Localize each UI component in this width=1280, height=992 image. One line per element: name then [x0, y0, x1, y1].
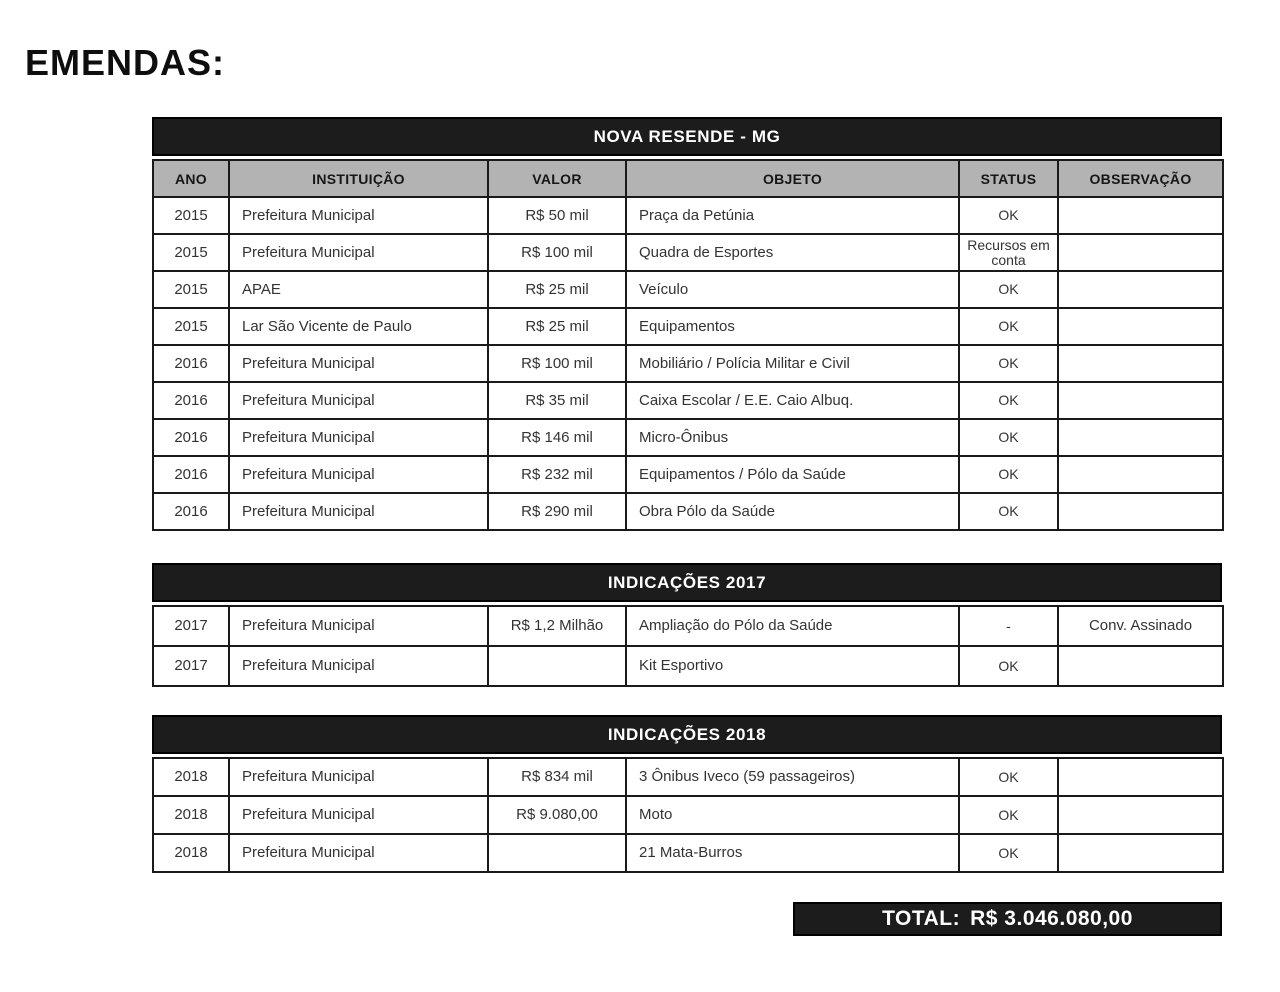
- column-header-observacao: OBSERVAÇÃO: [1058, 160, 1223, 197]
- cell-status: OK: [959, 271, 1058, 308]
- cell-ano: 2015: [153, 271, 229, 308]
- cell-valor: R$ 146 mil: [488, 419, 626, 456]
- cell-observacao: [1058, 308, 1223, 345]
- column-header-objeto: OBJETO: [626, 160, 959, 197]
- cell-status: OK: [959, 419, 1058, 456]
- table-row: [153, 271, 1223, 308]
- column-header-row: [153, 160, 1223, 197]
- cell-valor: R$ 9.080,00: [488, 796, 626, 834]
- data-table: [152, 757, 1224, 873]
- cell-status: OK: [959, 197, 1058, 234]
- cell-objeto: Obra Pólo da Saúde: [626, 493, 959, 530]
- cell-objeto: Caixa Escolar / E.E. Caio Albuq.: [626, 382, 959, 419]
- table-row: [153, 606, 1223, 646]
- cell-valor: R$ 100 mil: [488, 234, 626, 271]
- cell-observacao: [1058, 834, 1223, 872]
- cell-ano: 2015: [153, 308, 229, 345]
- cell-observacao: [1058, 493, 1223, 530]
- cell-objeto: Equipamentos / Pólo da Saúde: [626, 456, 959, 493]
- table-indicacoes-2017: [152, 563, 1222, 687]
- cell-ano: 2015: [153, 197, 229, 234]
- cell-objeto: Quadra de Esportes: [626, 234, 959, 271]
- cell-status: -: [959, 606, 1058, 646]
- cell-ano: 2018: [153, 758, 229, 796]
- cell-observacao: [1058, 382, 1223, 419]
- cell-instituicao: Lar São Vicente de Paulo: [229, 308, 488, 345]
- cell-valor: R$ 50 mil: [488, 197, 626, 234]
- table-row: [153, 419, 1223, 456]
- cell-instituicao: Prefeitura Municipal: [229, 606, 488, 646]
- cell-ano: 2016: [153, 419, 229, 456]
- cell-observacao: [1058, 758, 1223, 796]
- cell-ano: 2018: [153, 796, 229, 834]
- column-header-instituicao: INSTITUIÇÃO: [229, 160, 488, 197]
- cell-ano: 2018: [153, 834, 229, 872]
- cell-observacao: [1058, 456, 1223, 493]
- cell-observacao: [1058, 419, 1223, 456]
- table-row: [153, 758, 1223, 796]
- cell-objeto: Kit Esportivo: [626, 646, 959, 686]
- cell-status: OK: [959, 646, 1058, 686]
- cell-valor: [488, 646, 626, 686]
- column-header-valor: VALOR: [488, 160, 626, 197]
- cell-objeto: Praça da Petúnia: [626, 197, 959, 234]
- table-row: [153, 493, 1223, 530]
- column-header-ano: ANO: [153, 160, 229, 197]
- table-row: [153, 234, 1223, 271]
- cell-status: Recursos em conta: [959, 234, 1058, 271]
- cell-observacao: Conv. Assinado: [1058, 606, 1223, 646]
- table-row: [153, 308, 1223, 345]
- cell-status: OK: [959, 456, 1058, 493]
- cell-valor: [488, 834, 626, 872]
- cell-observacao: [1058, 646, 1223, 686]
- cell-ano: 2016: [153, 345, 229, 382]
- cell-status: OK: [959, 382, 1058, 419]
- cell-instituicao: Prefeitura Municipal: [229, 419, 488, 456]
- cell-observacao: [1058, 345, 1223, 382]
- cell-status: OK: [959, 758, 1058, 796]
- table-row: [153, 456, 1223, 493]
- table-title-band: NOVA RESENDE - MG: [152, 117, 1222, 156]
- cell-valor: R$ 35 mil: [488, 382, 626, 419]
- cell-ano: 2016: [153, 456, 229, 493]
- table-row: [153, 345, 1223, 382]
- table-row: [153, 796, 1223, 834]
- table-row: [153, 197, 1223, 234]
- cell-objeto: 3 Ônibus Iveco (59 passageiros): [626, 758, 959, 796]
- data-table: [152, 605, 1224, 687]
- cell-instituicao: APAE: [229, 271, 488, 308]
- cell-instituicao: Prefeitura Municipal: [229, 345, 488, 382]
- cell-instituicao: Prefeitura Municipal: [229, 493, 488, 530]
- cell-ano: 2016: [153, 382, 229, 419]
- table-row: [153, 382, 1223, 419]
- cell-valor: R$ 1,2 Milhão: [488, 606, 626, 646]
- cell-valor: R$ 100 mil: [488, 345, 626, 382]
- cell-instituicao: Prefeitura Municipal: [229, 234, 488, 271]
- column-header-status: STATUS: [959, 160, 1058, 197]
- cell-objeto: Moto: [626, 796, 959, 834]
- total-value: R$ 3.046.080,00: [970, 907, 1133, 930]
- cell-objeto: Veículo: [626, 271, 959, 308]
- table-nova-resende-mg: [152, 117, 1222, 531]
- cell-instituicao: Prefeitura Municipal: [229, 758, 488, 796]
- cell-ano: 2016: [153, 493, 229, 530]
- cell-instituicao: Prefeitura Municipal: [229, 456, 488, 493]
- cell-instituicao: Prefeitura Municipal: [229, 834, 488, 872]
- cell-instituicao: Prefeitura Municipal: [229, 646, 488, 686]
- table-row: [153, 646, 1223, 686]
- cell-objeto: Equipamentos: [626, 308, 959, 345]
- cell-status: OK: [959, 834, 1058, 872]
- cell-valor: R$ 232 mil: [488, 456, 626, 493]
- cell-ano: 2017: [153, 646, 229, 686]
- table-indicacoes-2018: [152, 715, 1222, 873]
- cell-status: OK: [959, 796, 1058, 834]
- cell-observacao: [1058, 197, 1223, 234]
- data-table: [152, 159, 1224, 531]
- cell-valor: R$ 25 mil: [488, 271, 626, 308]
- cell-objeto: Mobiliário / Polícia Militar e Civil: [626, 345, 959, 382]
- cell-status: OK: [959, 308, 1058, 345]
- cell-instituicao: Prefeitura Municipal: [229, 796, 488, 834]
- total-bar: [793, 902, 1222, 936]
- cell-observacao: [1058, 796, 1223, 834]
- cell-instituicao: Prefeitura Municipal: [229, 382, 488, 419]
- cell-valor: R$ 834 mil: [488, 758, 626, 796]
- total-label: TOTAL:: [882, 907, 961, 930]
- cell-objeto: Micro-Ônibus: [626, 419, 959, 456]
- table-title-band: INDICAÇÕES 2018: [152, 715, 1222, 754]
- table-row: [153, 834, 1223, 872]
- cell-objeto: Ampliação do Pólo da Saúde: [626, 606, 959, 646]
- cell-ano: 2017: [153, 606, 229, 646]
- cell-ano: 2015: [153, 234, 229, 271]
- cell-status: OK: [959, 345, 1058, 382]
- page-title: EMENDAS:: [25, 42, 226, 83]
- cell-observacao: [1058, 271, 1223, 308]
- cell-valor: R$ 290 mil: [488, 493, 626, 530]
- cell-observacao: [1058, 234, 1223, 271]
- table-title-band: INDICAÇÕES 2017: [152, 563, 1222, 602]
- cell-status: OK: [959, 493, 1058, 530]
- cell-instituicao: Prefeitura Municipal: [229, 197, 488, 234]
- cell-objeto: 21 Mata-Burros: [626, 834, 959, 872]
- cell-valor: R$ 25 mil: [488, 308, 626, 345]
